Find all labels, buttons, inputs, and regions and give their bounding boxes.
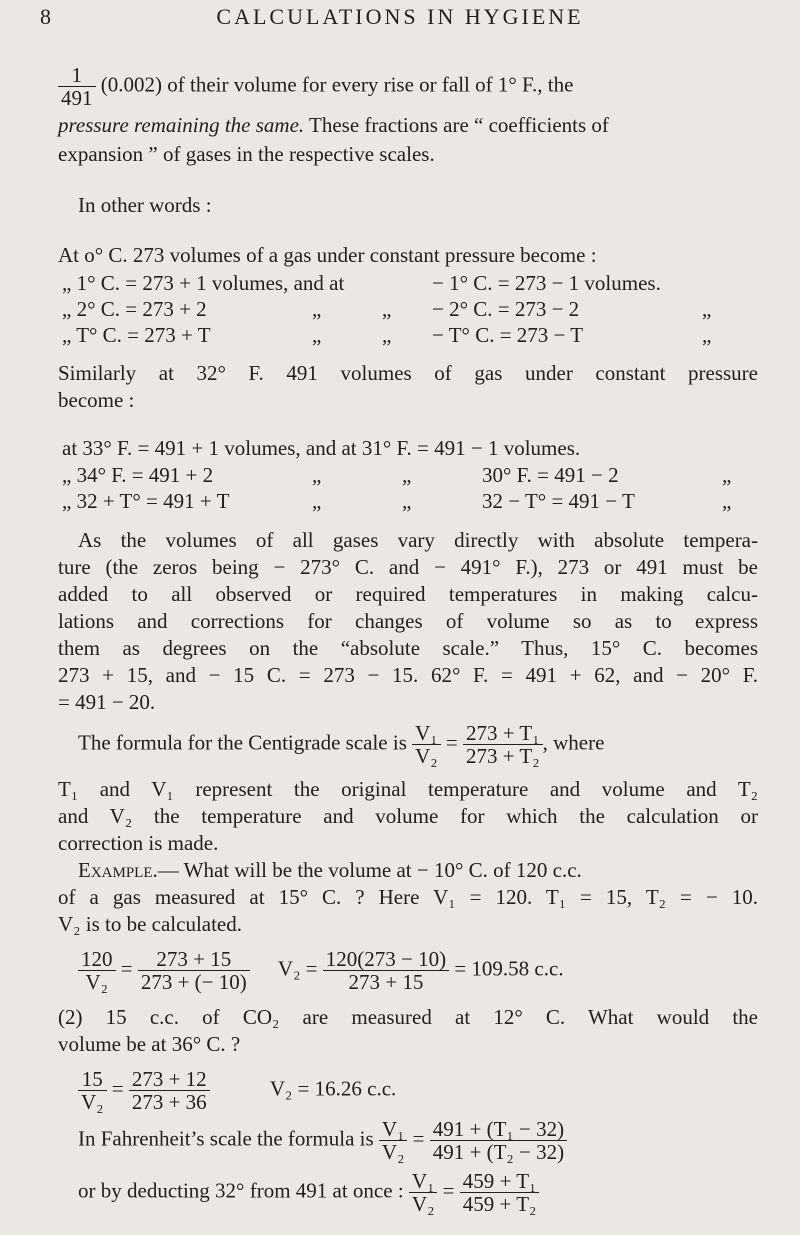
example-line-3: V₂ is to be calculated. [58, 912, 243, 936]
para-line-4: lations and corrections for changes of volume so as to express [58, 609, 758, 633]
para-line-1: As the volumes of all gases vary directly with absolute tempera- [78, 528, 758, 552]
para-line-6: 273 + 15, and − 15 C. = 273 − 15. 62° F. = 491 + 62, and − 20° F. [58, 663, 758, 687]
eq1-frac-1: $\frac{120}{\text{V₂}}$ [78, 948, 116, 993]
fahrenheit-formula: In Fahrenheit’s scale the formula is $\frac{\text{V₁}}{\text{V₂}}$ = $\frac{\text{491 + (T₁ − 32)}}{\text{491 + (T₂ − 32)}}$ [78, 1118, 567, 1163]
centigrade-formula: The formula for the Centigrade scale is $\frac{\text{V₁}}{\text{V₂}}$ = $\frac{\text{273 + T₁}}{\text{273 + T₂}}$ , where [78, 721, 605, 768]
formula-c-right-fraction: $\frac{\text{273 + T₁}}{\text{273 + T₂}}$ [463, 722, 543, 767]
intro-line-2: pressure remaining the same. These fractions are “ coefficients of [58, 113, 609, 137]
example-line-2: of a gas measured at 15° C. ? Here V₁ = 120. T₁ = 15, T₂ = − 10. [58, 885, 758, 909]
eq2-frac-1: $\frac{15}{\text{V₂}}$ [78, 1068, 107, 1113]
example-equation: $\frac{120}{\text{V₂}}$ = $\frac{273 + 15}{273 + (- 10)}$ V₂ = $\frac{120(273 - 10)}{273 + 15}$ = 109.58 c.c. [78, 948, 564, 993]
formula-f2-right-fraction: $\frac{\text{459 + T₁}}{\text{459 + T₂}}$ [460, 1170, 540, 1215]
formula-c-left-fraction: $\frac{\text{V₁}}{\text{V₂}}$ [412, 722, 441, 767]
other-words: In other words : [78, 193, 212, 217]
example-line-1: Example.— What will be the volume at − 10° C. of 120 c.c. [78, 858, 582, 882]
intro-line-1: $\frac{1}{491}$ (0.002) of their volume for every rise or fall of 1° F., the [58, 64, 573, 109]
fraction-1-over-491: $\frac{1}{491}$ [58, 64, 96, 109]
book-page: 8 CALCULATIONS IN HYGIENE $\frac{1}{491}$ (0.002) of their volume for every rise or fall of 1° F., the pressure remaining the same. These fractions are “ coefficients of expansion ” of gases in the respective scales. In other words : At o° C. 273 volumes of a gas under constant pressure become : „ 1° C. = 273 + 1 volumes, and at − 1° C. = 273 − 1 volumes. „ 2° C. = 273 + 2 „ „ − 2° C. = 273 − 2 „ „ T° C. = 273 + T „ „ − T° C. = 273 − T „ Similarly at 32° F. 491 volumes of gas under constant pressure become : at 33° F. = 491 + 1 volumes, and at 31° F. = 491 − 1 volumes. „ 34° F. = 491 + 2 „ „ 30° F. = 491 − 2 „ „ 32 + T° = 491 + T „ „ 32 − T° = 491 − T „ As the volumes of all gases vary directly with absolute tempera- ture (the zeros being − 273° C. and − 491° F.), 273 or 491 must be added to all observed or required temperatures in making calcu- lations and corrections for changes of volume so as to express them as degrees on the “absolute scale.” Thus, 15° C. becomes 273 + 15, and − 15 C. = 273 − 15. 62° F. = 491 + 62, and − 20° F. = 491 − 20. The formula for the Centigrade scale is $\frac{\text{V₁}}{\text{V₂}}$ = $\frac{\text{273 + T₁}}{\text{273 + T₂}}$ , where T₁ and V₁ represent the original temperature and volume and T₂ and V₂ the temperature and volume for which the calculation or correction is made. Example.— What will be the volume at − 10° C. of 120 c.c. of a gas measured at 15° C. ? Here V₁ = 120. T₁ = 15, T₂ = − 10. V₂ is to be calculated. $\frac{120}{\text{V₂}}$ = $\frac{273 + 15}{273 + (- 10)}$ V₂ = $\frac{120(273 - 10)}{273 + 15}$ = 109.58 c.c. (2) 15 c.c. of CO₂ are measured at 12° C. What would the volume be at 36° C. ? $\frac{15}{\text{V₂}}$ = $\frac{273 + 12}{273 + 36}$ V₂ = 16.26 c.c. In Fahrenheit’s scale the formula is $\frac{\text{V₁}}{\text{V₂}}$ = $\frac{\text{491 + (T₁ − 32)}}{\text{491 + (T₂ − 32)}}$ or by deducting 32° from 491 at once : $\frac{\text{V₁}}{\text{V₂}}$ = $\frac{\text{459 + T₁}}{\text{459 + T₂}}$ [0, 0, 800, 1235]
centigrade-heading: At o° C. 273 volumes of a gas under constant pressure become : [58, 243, 597, 267]
eq1-frac-2: $\frac{273 + 15}{273 + (- 10)}$ [138, 948, 250, 993]
question-2-line-1: (2) 15 c.c. of CO₂ are measured at 12° C. What would the [58, 1005, 758, 1029]
para-line-7: = 491 − 20. [58, 690, 156, 714]
eq1-frac-3: $\frac{120(273 - 10)}{273 + 15}$ [323, 948, 449, 993]
page-number: 8 [40, 4, 54, 29]
defs-line-1: T₁ and V₁ represent the original temperature and volume and T₂ [58, 777, 758, 801]
eq2-frac-2: $\frac{273 + 12}{273 + 36}$ [129, 1068, 210, 1113]
fahrenheit-heading-2: become : [58, 388, 135, 412]
header-title: CALCULATIONS IN HYGIENE [216, 4, 584, 29]
intro-line-3: expansion ” of gases in the respective scales. [58, 142, 435, 166]
example-label: Example. [78, 858, 158, 882]
defs-line-2: and V₂ the temperature and volume for which the calculation or [58, 804, 758, 828]
fahrenheit-formula-2: or by deducting 32° from 491 at once : $\frac{\text{V₁}}{\text{V₂}}$ = $\frac{\text{459 + T₁}}{\text{459 + T₂}}$ [78, 1170, 539, 1215]
defs-line-3: correction is made. [58, 831, 219, 855]
fahrenheit-heading-1: Similarly at 32° F. 491 volumes of gas under constant pressure [58, 361, 758, 385]
question-2-line-2: volume be at 36° C. ? [58, 1032, 241, 1056]
para-line-3: added to all observed or required temperatures in making calcu- [58, 582, 758, 606]
para-line-2: ture (the zeros being − 273° C. and − 491° F.), 273 or 491 must be [58, 555, 758, 579]
formula-f2-left-fraction: $\frac{\text{V₁}}{\text{V₂}}$ [409, 1170, 438, 1215]
formula-f-left-fraction: $\frac{\text{V₁}}{\text{V₂}}$ [379, 1118, 408, 1163]
formula-f-right-fraction: $\frac{\text{491 + (T₁ − 32)}}{\text{491 + (T₂ − 32)}}$ [430, 1118, 567, 1163]
para-line-5: them as degrees on the “absolute scale.” Thus, 15° C. becomes [58, 636, 758, 660]
q2-equation: $\frac{15}{\text{V₂}}$ = $\frac{273 + 12}{273 + 36}$ V₂ = 16.26 c.c. [78, 1068, 396, 1113]
